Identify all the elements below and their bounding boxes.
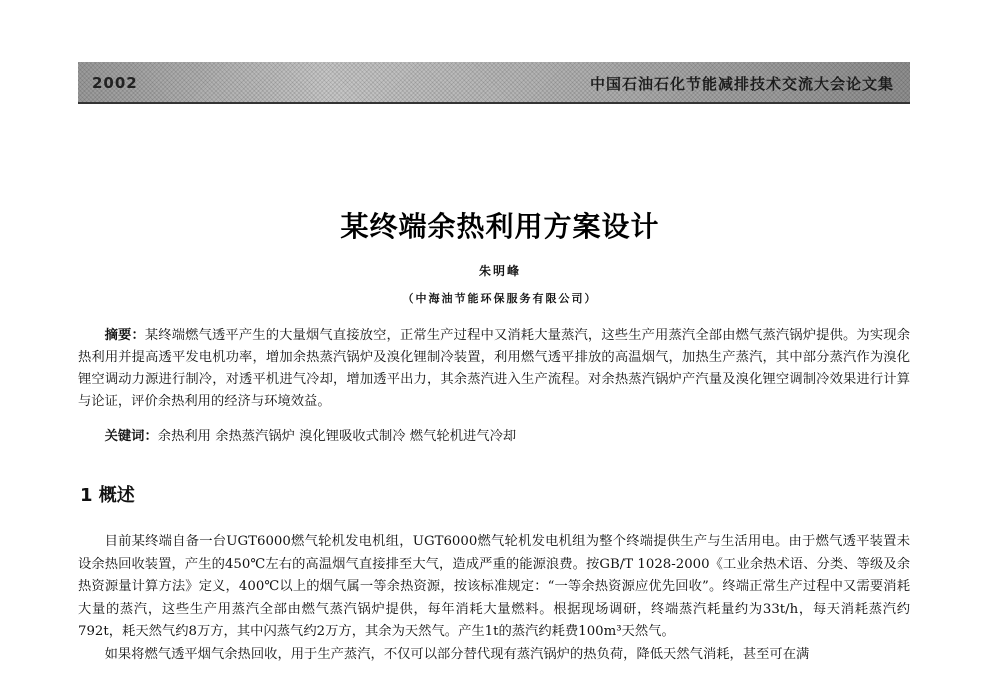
header-proceedings-title: 中国石油石化节能减排技术交流大会论文集 — [589, 75, 894, 93]
paragraph-continuation: 如果将燃气透平烟气余热回收，用于生产蒸汽，不仅可以部分替代现有蒸汽锅炉的热负荷，降低天然气消耗，甚至可在满 — [104, 646, 810, 662]
author: 朱明峰 — [478, 264, 521, 278]
abstract-label: 摘要： — [104, 328, 145, 343]
abstract-text: 某终端燃气透平产生的大量烟气直接放空，正常生产过程中又消耗大量蒸汽，这些生产用蒸汽全部由燃气蒸汽锅炉提供。为实现余热利用并提高透平发电机功率，增加余热蒸汽锅炉及溴化锂制冷装置，利用燃气透平排放的高温烟气，加热生产蒸汽，其中部分蒸汽作为溴化锂空调动力源进行制冷，对透平机进气冷却，增加透平出力，其余蒸汽进入生产流程。对余热蒸汽锅炉产汽量及溴化锂空调制冷效果进行计算与论证，评价余热利用的经济与环境效益。 — [78, 328, 911, 409]
paragraph: 目前某终端自备一台UGT6000燃气轮机发电机组，UGT6000燃气轮机发电机组为整个终端提供生产与生活用电。由于燃气透平装置未设余热回收装置，产生的450℃左右的高温烟气直接排至大气，造成严重的能源浪费。按GB/T 1028-2000《工业余热术语、分类、等级及余热资源量计算方法》定义，400℃以上的烟气属一等余热资源，按该标准规定：“一等余热资源应优先回收”。终端正常生产过程中又需要消耗大量的蒸汽，这些生产用蒸汽全部由燃气蒸汽锅炉提供，每年消耗大量燃料。根据现场调研，终端蒸汽耗量约为33t/h，每天消耗蒸汽约792t，耗天然气约8万方，其中闪蒸气约2万方，其余为天然气。产生1t的蒸汽约耗费100m³天然气。 — [78, 534, 910, 639]
affiliation: （中海油节能环保服务有限公司） — [402, 292, 598, 305]
header-year: 2002 — [92, 74, 138, 92]
paper-title: 某终端余热利用方案设计 — [340, 210, 660, 243]
keywords — [78, 426, 910, 448]
keywords-text: 余热利用 余热蒸汽锅炉 溴化锂吸收式制冷 燃气轮机进气冷却 — [157, 429, 517, 444]
running-header — [78, 62, 910, 104]
keywords-label: 关键词： — [104, 429, 158, 444]
section-body — [78, 531, 910, 666]
section-heading: 1 概述 — [80, 485, 135, 506]
abstract — [78, 325, 910, 413]
